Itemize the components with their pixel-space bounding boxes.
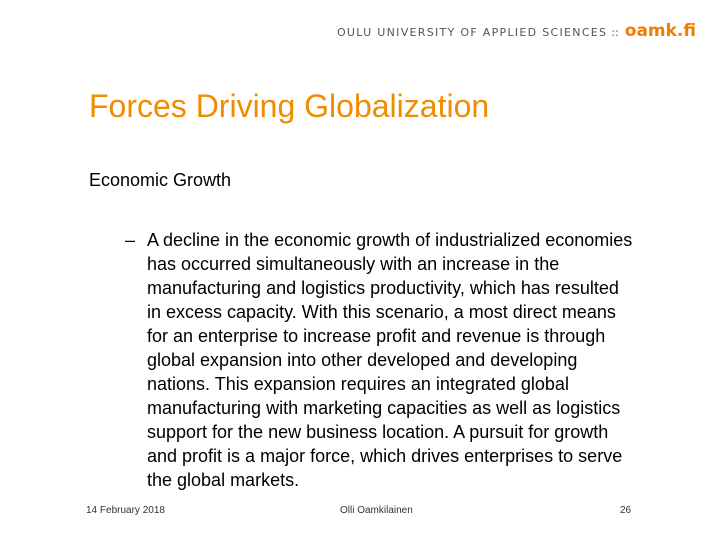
university-name: OULU UNIVERSITY OF APPLIED SCIENCES (336, 26, 608, 39)
header-brand (337, 21, 696, 41)
section-heading: Economic Growth (89, 170, 232, 190)
page-number: 26 (620, 505, 632, 516)
footer-date: 14 February 2018 (86, 505, 165, 516)
brand-domain: oamk.fi (624, 21, 696, 41)
footer-author: Olli Oamkilainen (340, 505, 413, 516)
slide-title: Forces Driving Globalization (89, 88, 490, 124)
brand-separator: :: (611, 26, 619, 39)
bullet-marker: – (125, 230, 136, 250)
bullet-text: A decline in the economic growth of industrialized economies has occurred simultaneously with an increase in the manufacturing and logistics productivity, which has resulted in excess capacity. With this scenario, a most direct means for an enterprise to increase profit and revenue is through global expansion into other developed and developing nations. This expansion requires an integrated global manufacturing with marketing capacities as well as logistics support for the new business location. A pursuit for growth and profit is a major force, which drives enterprises to serve the global markets. (147, 230, 633, 490)
